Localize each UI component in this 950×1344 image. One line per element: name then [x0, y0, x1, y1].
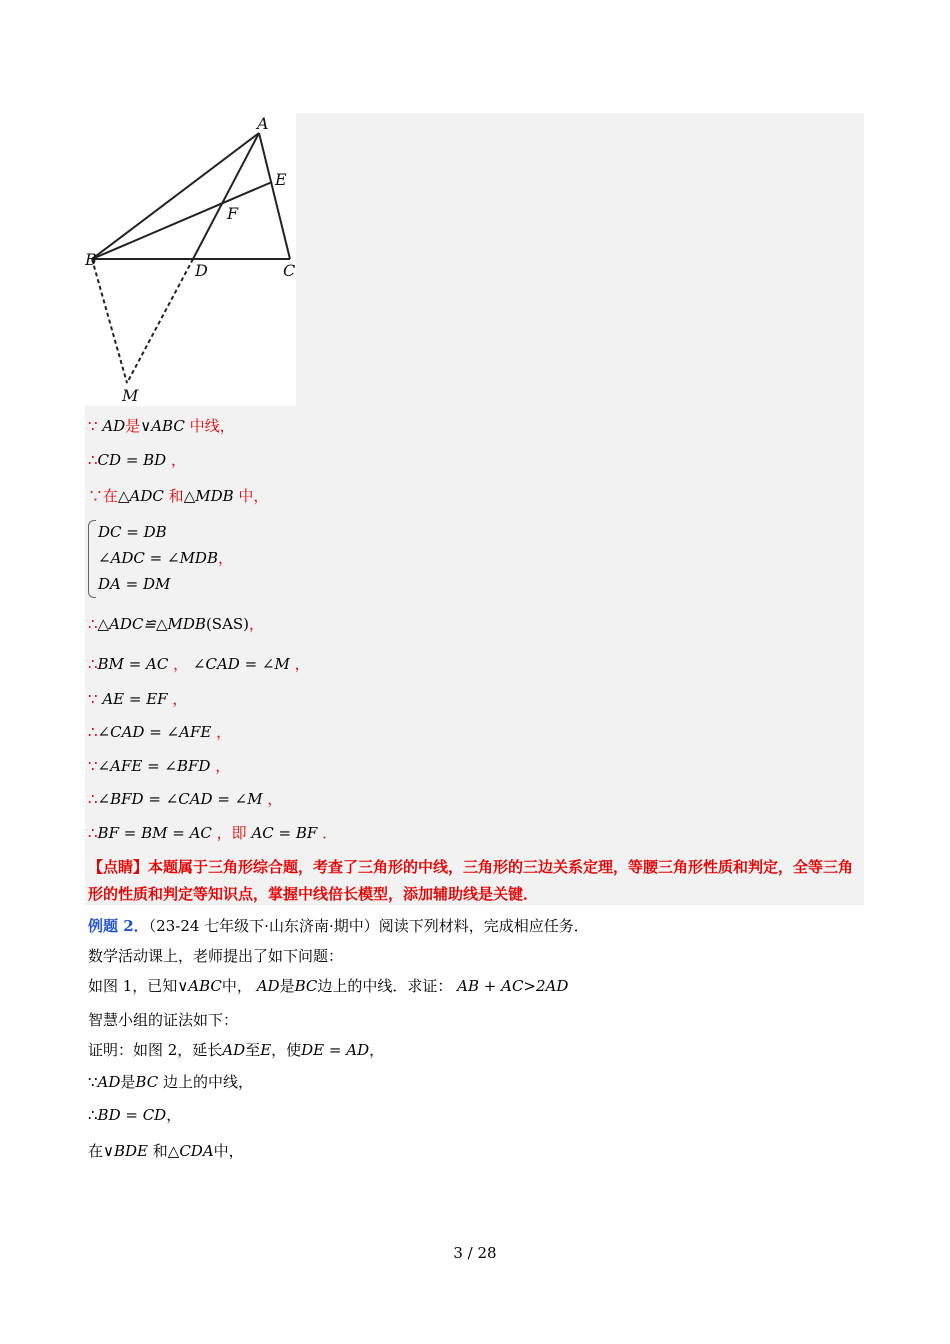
text: ， — [173, 655, 189, 673]
segment-ac — [259, 133, 290, 259]
segment-ab — [92, 133, 259, 259]
text: 证明：如图 2，延长 — [88, 1041, 223, 1059]
because-symbol: ∵ — [88, 757, 98, 775]
text: 和 — [168, 487, 184, 505]
label-a: A — [257, 114, 269, 133]
text: ， — [215, 757, 231, 775]
example-label: 例题 2． — [88, 917, 149, 935]
solution-line-5 — [88, 654, 310, 674]
therefore-symbol: ∴ — [88, 723, 98, 741]
example-paragraph-1: 数学活动课上，老师提出了如下问题： — [88, 947, 344, 965]
text: 中， — [238, 487, 269, 505]
solution-line-4 — [88, 614, 264, 634]
solution-line-10 — [88, 823, 337, 843]
solution-line-9 — [88, 789, 282, 809]
math-expression: ∨BDE — [103, 1142, 148, 1160]
math-expression: DE = AD — [301, 1041, 370, 1059]
math-expression: BM = AC — [97, 655, 169, 673]
text: ， — [172, 690, 188, 708]
label-f: F — [227, 204, 239, 223]
label-e: E — [275, 170, 287, 189]
text: 是 — [125, 417, 141, 435]
math-expression: AD — [97, 1073, 121, 1091]
system-row-1: DC = DB — [98, 523, 167, 541]
congruence-criterion: (SAS) — [205, 615, 250, 633]
text: ，即 — [216, 824, 247, 842]
math-expression: ∠BFD = ∠CAD = ∠M — [97, 790, 263, 808]
math-expression: AE = EF — [102, 690, 168, 708]
text: 中线， — [189, 417, 235, 435]
text: 如图 1，已知 — [88, 977, 178, 995]
therefore-symbol: ∴ — [88, 451, 98, 469]
math-expression: △CDA — [167, 1142, 214, 1160]
therefore-symbol: ∴ — [88, 824, 98, 842]
solution-line-3 — [88, 486, 268, 506]
therefore-symbol: ∴ — [88, 790, 98, 808]
math-expression: CD = BD — [97, 451, 167, 469]
label-b: B — [85, 250, 97, 269]
system-row-3: DA = DM — [98, 575, 171, 593]
segment-bm — [92, 259, 127, 383]
example-paragraph-3: 智慧小组的证法如下： — [88, 1011, 239, 1029]
text: ， — [218, 549, 234, 567]
math-expression: ∠ADC = ∠MDB — [98, 549, 218, 567]
solution-line-1 — [88, 416, 235, 436]
example-paragraph-4 — [88, 1040, 384, 1060]
solution-line-8 — [88, 756, 230, 776]
solution-line-6 — [88, 689, 187, 709]
therefore-symbol: ∴ — [88, 615, 98, 633]
text: ， — [294, 655, 310, 673]
math-expression: ∠CAD = ∠AFE — [97, 723, 212, 741]
page-number: 3 / 28 — [453, 1244, 497, 1262]
math-expression: BD = CD — [97, 1106, 167, 1124]
text: 中， — [221, 977, 252, 995]
text: ， — [166, 1106, 182, 1124]
text: ∵在 — [88, 487, 119, 505]
example-paragraph-7 — [88, 1141, 244, 1161]
label-m: M — [122, 386, 139, 405]
example-paragraph-2 — [88, 976, 568, 996]
system-brace — [88, 520, 96, 598]
math-abc: ABC — [151, 417, 185, 435]
example-paragraph-6 — [88, 1105, 181, 1125]
note-text: 本题属于三角形综合题，考查了三角形的中线，三角形的三边关系定理，等腰三角形性质和判定，全等三角形的性质和判定等知识点，掌握中线倍长模型，添加辅助线是关键． — [88, 858, 854, 903]
math-expression: △ADC — [118, 487, 164, 505]
math-expression: ∠CAD = ∠M — [192, 655, 290, 673]
because-symbol: ∵ — [88, 417, 98, 435]
math-expression: AD — [222, 1041, 246, 1059]
text: ． — [322, 824, 338, 842]
math-expression: AC = BF — [251, 824, 318, 842]
solution-line-7 — [88, 722, 231, 742]
text: 边上的中线， — [162, 1073, 253, 1091]
text: ， — [171, 451, 187, 469]
math-expression: △MDB — [183, 487, 234, 505]
text: ， — [267, 790, 283, 808]
segment-ad — [193, 133, 259, 259]
label-c: C — [283, 261, 296, 280]
example-source: （23-24 七年级下·山东济南·期中）阅读下列材料，完成相应任务． — [148, 917, 589, 935]
because-symbol: ∵ — [88, 690, 98, 708]
note-label: 【点睛】 — [88, 858, 149, 876]
math-expression: E — [260, 1041, 272, 1059]
math-expression: BF = BM = AC — [97, 824, 212, 842]
example-heading — [88, 916, 589, 936]
text: 边上的中线．求证： — [317, 977, 453, 995]
text: ， — [369, 1041, 385, 1059]
text: ， — [249, 615, 265, 633]
segment-dm — [127, 259, 193, 383]
therefore-symbol: ∴ — [88, 1106, 98, 1124]
math-expression: ∨ABC — [177, 977, 222, 995]
math-expression: BC — [135, 1073, 159, 1091]
text: 是 — [279, 977, 295, 995]
triangle-symbol: ∨ — [140, 417, 152, 435]
because-symbol: ∵ — [88, 1073, 98, 1091]
text: 至 — [245, 1041, 261, 1059]
example-paragraph-5 — [88, 1072, 253, 1092]
text: 中， — [213, 1142, 244, 1160]
geometry-figure — [85, 113, 296, 406]
text: 是 — [120, 1073, 136, 1091]
label-d: D — [195, 261, 208, 280]
system-row-2 — [98, 548, 233, 568]
triangle-diagram — [85, 113, 296, 406]
therefore-symbol: ∴ — [88, 655, 98, 673]
key-point-note — [88, 854, 868, 908]
math-ad: AD — [102, 417, 126, 435]
segment-be — [92, 182, 272, 259]
math-expression: AD — [256, 977, 280, 995]
math-expression: △ADC≌△MDB — [97, 615, 206, 633]
math-expression: AB + AC>2AD — [457, 977, 569, 995]
text: ， — [216, 723, 232, 741]
math-expression: BC — [294, 977, 318, 995]
text: 和 — [152, 1142, 168, 1160]
math-expression: ∠AFE = ∠BFD — [97, 757, 211, 775]
solution-line-2 — [88, 450, 186, 470]
text: 在 — [88, 1142, 104, 1160]
text: ，使 — [271, 1041, 302, 1059]
